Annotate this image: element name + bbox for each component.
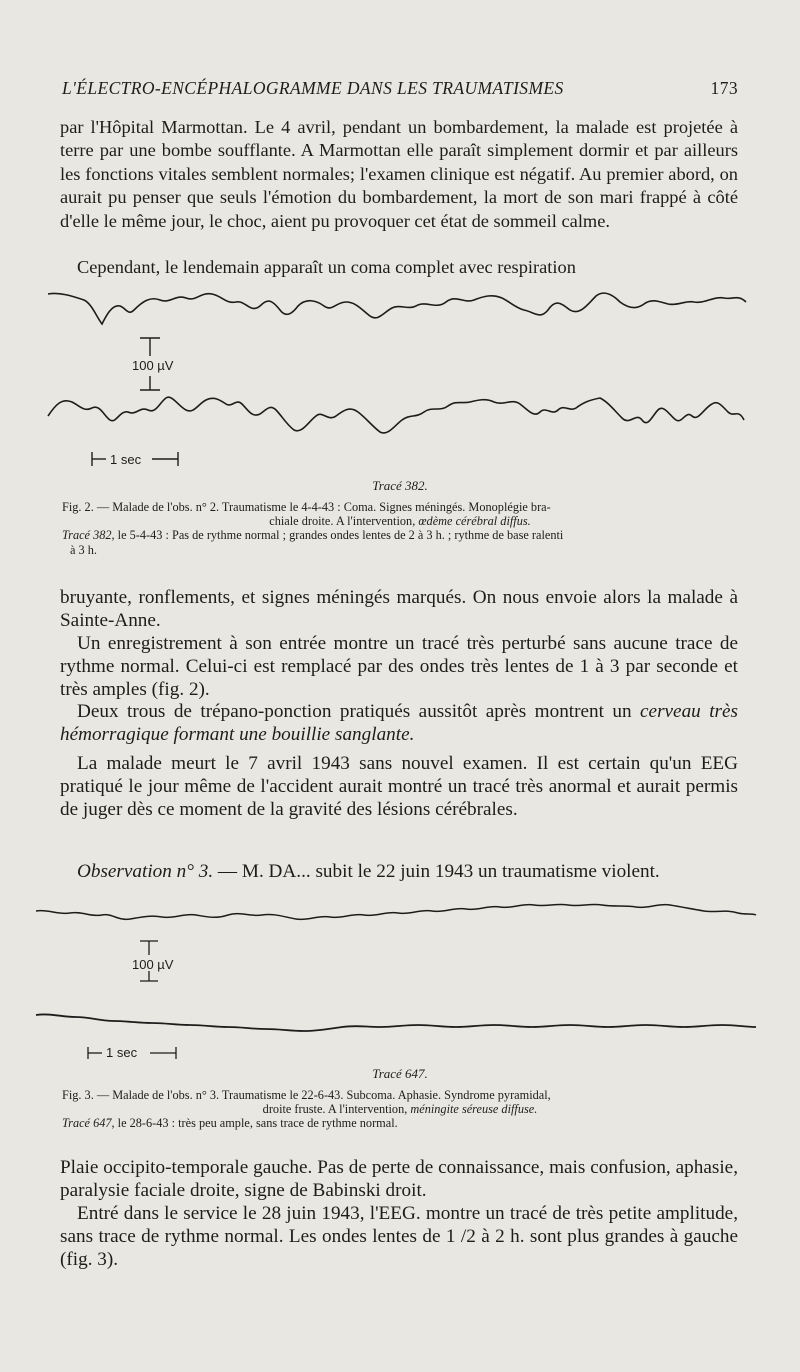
paragraph-9: Entré dans le service le 28 juin 1943, l'EEG. montre un tracé de très petite amplitude, sans trace de rythme normal. Les ondes lentes de 1 /2 à 2 h. sont plus grandes à gauche (fig. 3). xyxy=(60,1203,738,1271)
fig-2-caption-finding: œdème cérébral diffus. xyxy=(418,514,531,529)
paragraph-5-text: Deux trous de trépano-ponction pratiqués aussitôt après montrent un xyxy=(77,701,641,722)
paragraph-1: par l'Hôpital Marmottan. Le 4 avril, pendant un bombardement, la malade est projetée à terre par une bombe soufflante. A Marmottan elle paraît simplement dormir et par ailleurs les fonctions vitales semblent normales; l'examen clinique est négatif. Au premier abord, on aurait pu penser que seuls l'émotion du bombardement, la mort de son mari frappé à côté d'elle le même jour, le choc, aient pu provoquer cet état de sommeil calme. xyxy=(60,117,738,231)
amplitude-label-2: 100 µV xyxy=(132,358,174,373)
fig-2-caption-line-2: chiale droite. A l'intervention, xyxy=(269,514,419,529)
paragraph-7 xyxy=(60,860,738,883)
eeg-trace-2-upper xyxy=(48,293,746,324)
fig-3-caption-trace: Tracé 647, xyxy=(62,1116,115,1131)
eeg-trace-3-upper xyxy=(36,904,756,919)
amplitude-label-3: 100 µV xyxy=(132,957,174,972)
paragraph-5 xyxy=(60,700,738,746)
fig-2-caption-line-4: à 3 h. xyxy=(70,542,97,557)
fig-3-caption-finding: méningite séreuse diffuse. xyxy=(410,1102,538,1117)
eeg-trace-3-lower xyxy=(36,1014,756,1031)
fig-3-caption-line-3: le 28-6-43 : très peu ample, sans trace de rythme normal. xyxy=(114,1116,398,1131)
eeg-figure-2 xyxy=(0,280,800,480)
eeg-trace-2-lower xyxy=(48,397,744,433)
fig-2-caption-trace: Tracé 382, xyxy=(62,528,115,543)
fig-2-label: Fig. 2. xyxy=(62,500,94,514)
paragraph-2: Cependant, le lendemain apparaît un coma complet avec respiration xyxy=(77,257,576,277)
paragraph-3: bruyante, ronflements, et signes méningés marqués. On nous envoie alors la malade à Sainte-Anne. xyxy=(60,587,738,632)
time-label-3: 1 sec xyxy=(106,1045,138,1060)
page-number: 173 xyxy=(710,78,738,98)
running-title: L'ÉLECTRO-ENCÉPHALOGRAMME DANS LES TRAUMATISMES xyxy=(62,78,564,98)
paragraph-6: La malade meurt le 7 avril 1943 sans nouvel examen. Il est certain qu'un EEG pratiqué le jour même de l'accident aurait montré un tracé très anormal et aurait permis de juger dès ce moment de la gravité des lésions cérébrales. xyxy=(60,753,738,821)
fig-3-caption-line-2: droite fruste. A l'intervention, xyxy=(262,1102,411,1117)
trace-label-647: Tracé 647. xyxy=(372,1066,428,1081)
paragraph-4: Un enregistrement à son entrée montre un tracé très perturbé sans aucune trace de rythme normal. Celui-ci est remplacé par des ondes très lentes de 1 à 3 par seconde et très amples (fig. 2). xyxy=(60,633,738,701)
observation-heading: Observation n° 3. xyxy=(77,861,214,882)
fig-2-caption-line-3: le 5-4-43 : Pas de rythme normal ; grandes ondes lentes de 2 à 3 h. ; rythme de base ralenti xyxy=(114,528,564,543)
figure-3-caption xyxy=(62,1088,738,1131)
time-label-2: 1 sec xyxy=(110,452,142,467)
running-header xyxy=(62,78,738,102)
fig-2-caption-line-1: — Malade de l'obs. n° 2. Traumatisme le 4-4-43 : Coma. Signes méningés. Monoplégie bra- xyxy=(93,500,551,514)
fig-3-label: Fig. 3. xyxy=(62,1088,94,1102)
figure-2-caption xyxy=(62,500,738,557)
eeg-figure-3 xyxy=(0,895,800,1065)
paragraph-8: Plaie occipito-temporale gauche. Pas de perte de connaissance, mais confusion, aphasie, paralysie faciale droite, signe de Babinski droit. xyxy=(60,1157,738,1202)
trace-label-382: Tracé 382. xyxy=(372,478,428,493)
paragraph-7-text: — M. DA... subit le 22 juin 1943 un traumatisme violent. xyxy=(213,861,660,882)
paragraph-5-finding: cerveau très hémorragique formant une bouillie sanglante. xyxy=(60,701,738,746)
fig-3-caption-line-1: — Malade de l'obs. n° 3. Traumatisme le 22-6-43. Subcoma. Aphasie. Syndrome pyramidal, xyxy=(93,1088,551,1102)
